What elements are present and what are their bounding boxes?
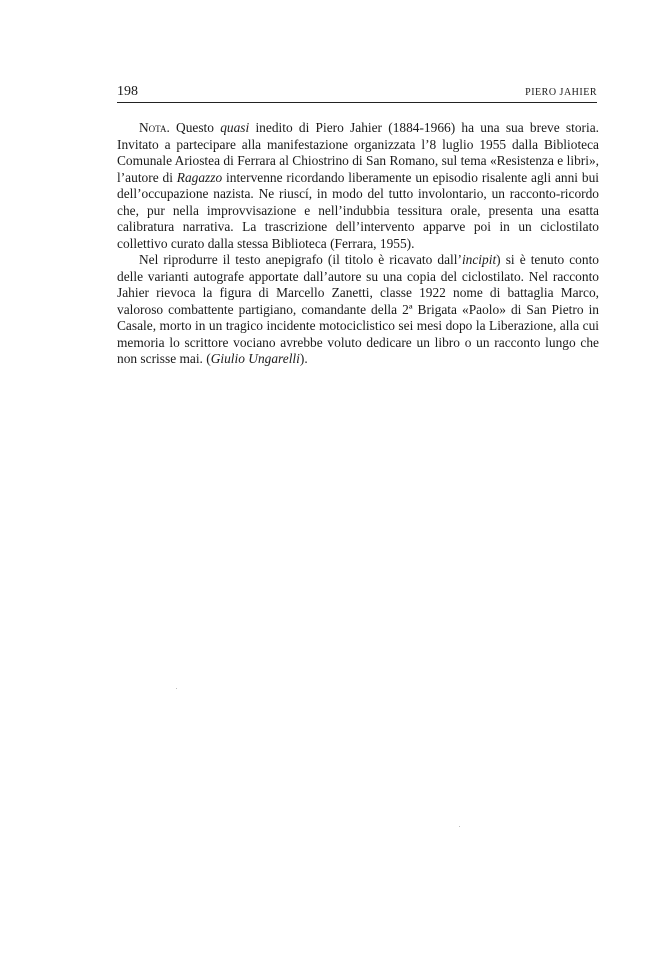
note-text: intervenne ricordando liberamente un episodio risalente agli anni bui dell’occupazione nazista. Ne riuscí, in modo del tutto involontario, un racconto-ricordo che, pur nella improvvisazione e nell’indubbia tessitura orale, presenta una esatta calibratura narrativa. La trascrizione dell’intervento apparve poi in un ciclostilato collettivo curato dalla stessa Biblioteca (Ferrara, 1955). [117, 169, 599, 251]
author-signature: Giulio Ungarelli [210, 351, 300, 366]
book-title-ragazzo: Ragazzo [176, 169, 223, 185]
running-head: PIERO JAHIER [525, 87, 597, 98]
note-text: ) si è tenuto conto delle varianti autografe apportate dall’autore su una copia del ciclostilato. Nel racconto Jahier rievoca la figura di Marcello Zanetti, classe 1922 nome di battaglia Marco, valoroso combattente partigiano, comandante della 2ª Brigata «Paolo» di San Pietro in Casale, morto in un tragico incidente motociclistico sei mesi dopo la Liberazione, alla cui memoria lo scrittore vociano avrebbe voluto dedicare un libro o un racconto lungo che non scrisse mai. ( [117, 252, 599, 366]
page-number: 198 [117, 84, 138, 99]
scan-speck [176, 688, 177, 689]
note-paragraph-2 [117, 252, 599, 368]
italic-term-quasi: quasi [220, 120, 250, 135]
note-text: inedito di Piero Jahier (1884-1966) ha una sua breve storia. Invitato a partecipare alla manifestazione organizzata l’8 luglio 1955 dalla Biblioteca Comunale Ariostea di Ferrara al Chiostrino di San Romano, sul tema «Resistenza e libri», l’autore di [117, 120, 599, 185]
note-paragraph-1 [117, 120, 599, 252]
note-text: Nel riprodurre il testo anepigrafo (il titolo è ricavato dall’ [139, 252, 462, 267]
scan-speck [459, 826, 460, 827]
note-text: Questo [169, 120, 221, 135]
note-text: ). [299, 351, 308, 366]
italic-term-incipit: incipit [461, 252, 497, 267]
note-body [117, 120, 599, 368]
page-header [117, 84, 597, 104]
note-label: Nota. [139, 120, 170, 135]
header-rule [117, 102, 597, 103]
